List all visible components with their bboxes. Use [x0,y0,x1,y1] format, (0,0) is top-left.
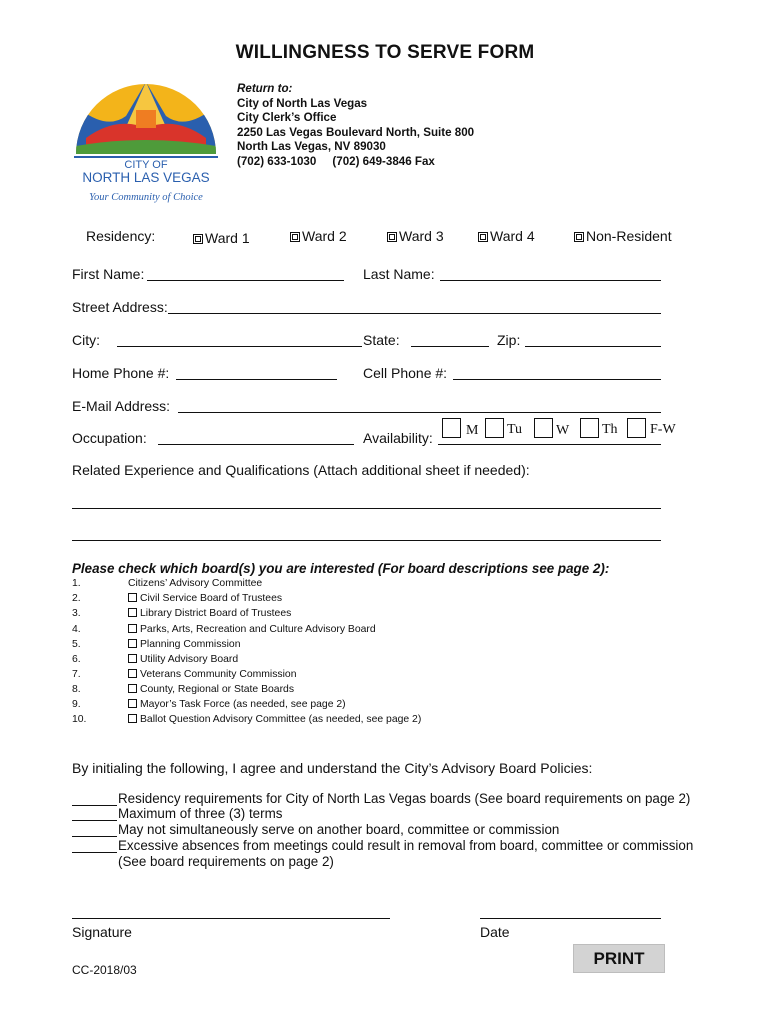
state-label: State: [363,332,400,348]
board-number: 7. [72,669,81,680]
board-item-county-regional[interactable]: County, Regional or State Boards [128,684,294,695]
city-field[interactable] [117,346,362,347]
signature-field[interactable] [72,918,390,919]
policy-absences: Excessive absences from meetings could result in removal from board, committee or commission [118,838,694,853]
non-resident-checkbox[interactable] [574,232,584,242]
availability-m-label: M [466,423,479,438]
boards-heading: Please check which board(s) you are interested (For board descriptions see page 2): [72,561,610,576]
return-address [237,82,474,169]
ward-4-checkbox[interactable] [478,232,488,242]
return-label: Return to: [237,82,293,95]
availability-m-checkbox[interactable] [442,418,461,438]
availability-underline [438,444,661,445]
initial-field-simultaneous[interactable] [72,836,117,837]
board-checkbox[interactable] [128,669,137,678]
board-item-citizens-advisory: Citizens’ Advisory Committee [128,578,263,589]
policy-note: (See board requirements on page 2) [118,854,334,869]
board-number: 6. [72,654,81,665]
board-item-planning-commission[interactable]: Planning Commission [128,639,241,650]
state-field[interactable] [411,346,489,347]
cell-phone-field[interactable] [453,379,661,380]
board-number: 2. [72,593,81,604]
ward-1-checkbox[interactable] [193,234,203,244]
availability-w-checkbox[interactable] [534,418,553,438]
availability-tu-checkbox[interactable] [485,418,504,438]
board-number: 1. [72,578,81,589]
form-title: WILLINGNESS TO SERVE FORM [235,42,535,63]
form-code: CC-2018/03 [72,963,137,977]
signature-label: Signature [72,924,132,940]
zip-label: Zip: [497,332,521,348]
availability-fw-label: F-W [650,422,676,437]
board-checkbox[interactable] [128,608,137,617]
return-line1: City of North Las Vegas [237,96,368,110]
board-item-civil-service[interactable]: Civil Service Board of Trustees [128,593,282,604]
last-name-label: Last Name: [363,266,435,282]
board-checkbox[interactable] [128,654,137,663]
home-phone-label: Home Phone #: [72,365,170,381]
city-label: City: [72,332,100,348]
ward-3-checkbox[interactable] [387,232,397,242]
logo-tagline: Your Community of Choice [89,192,203,203]
ward-2-option[interactable]: Ward 2 [290,228,347,244]
initial-field-residency[interactable] [72,805,117,806]
logo-line1: CITY OF [124,159,168,171]
board-checkbox[interactable] [128,699,137,708]
date-label: Date [480,924,510,940]
return-line3: 2250 Las Vegas Boulevard North, Suite 800 [237,125,475,139]
date-field[interactable] [480,918,661,919]
experience-line-1[interactable] [72,508,661,509]
board-checkbox[interactable] [128,714,137,723]
return-line4: North Las Vegas, NV 89030 [237,140,386,153]
city-logo [66,76,226,208]
initial-field-absences[interactable] [72,852,117,853]
board-number: 9. [72,699,81,710]
first-name-label: First Name: [72,266,145,282]
ward-4-option[interactable]: Ward 4 [478,228,535,244]
occupation-label: Occupation: [72,430,147,446]
board-checkbox[interactable] [128,624,137,633]
experience-label: Related Experience and Qualifications (Attach additional sheet if needed): [72,462,530,478]
cell-phone-label: Cell Phone #: [363,365,448,381]
policy-residency: Residency requirements for City of North Las Vegas boards (See board requirements on page 2) [118,791,691,806]
availability-w-label: W [556,423,570,438]
board-item-utility-advisory[interactable]: Utility Advisory Board [128,654,238,665]
logo-line2: NORTH LAS VEGAS [82,170,210,185]
ward-3-option[interactable]: Ward 3 [387,228,444,244]
street-address-label: Street Address: [72,299,168,315]
residency-label: Residency: [86,228,156,244]
board-number: 4. [72,624,81,635]
email-field[interactable] [178,412,661,413]
availability-th-label: Th [602,422,618,437]
board-number: 5. [72,639,81,650]
board-item-ballot-question[interactable]: Ballot Question Advisory Committee (as needed, see page 2) [128,714,421,725]
home-phone-field[interactable] [176,379,337,380]
initial-field-terms[interactable] [72,820,117,821]
return-phones: (702) 633-1030 (702) 649-3846 Fax [237,154,435,168]
policies-intro: By initialing the following, I agree and understand the City’s Advisory Board Policies: [72,760,593,776]
policy-terms: Maximum of three (3) terms [118,806,283,821]
board-number: 3. [72,608,81,619]
return-line2: City Clerk’s Office [237,111,337,124]
non-resident-option[interactable]: Non-Resident [574,228,672,244]
ward-1-option[interactable]: Ward 1 [193,230,250,246]
board-checkbox[interactable] [128,593,137,602]
zip-field[interactable] [525,346,661,347]
board-item-parks-arts[interactable]: Parks, Arts, Recreation and Culture Advisory Board [128,624,376,635]
board-number: 10. [72,714,87,725]
board-item-veterans[interactable]: Veterans Community Commission [128,669,297,680]
print-button[interactable]: PRINT [573,944,665,973]
email-label: E-Mail Address: [72,398,171,414]
last-name-field[interactable] [440,280,661,281]
first-name-field[interactable] [147,280,344,281]
occupation-field[interactable] [158,444,354,445]
board-checkbox[interactable] [128,639,137,648]
availability-tu-label: Tu [507,422,523,437]
availability-label: Availability: [363,430,433,446]
street-address-field[interactable] [168,313,661,314]
availability-th-checkbox[interactable] [580,418,599,438]
board-checkbox[interactable] [128,684,137,693]
policy-simultaneous: May not simultaneously serve on another board, committee or commission [118,822,560,837]
experience-line-2[interactable] [72,540,661,541]
board-item-mayors-task-force[interactable]: Mayor’s Task Force (as needed, see page 2) [128,699,346,710]
board-item-library-district[interactable]: Library District Board of Trustees [128,608,291,619]
city-seal-graphic [66,76,226,208]
board-number: 8. [72,684,81,695]
availability-fw-checkbox[interactable] [627,418,646,438]
ward-2-checkbox[interactable] [290,232,300,242]
